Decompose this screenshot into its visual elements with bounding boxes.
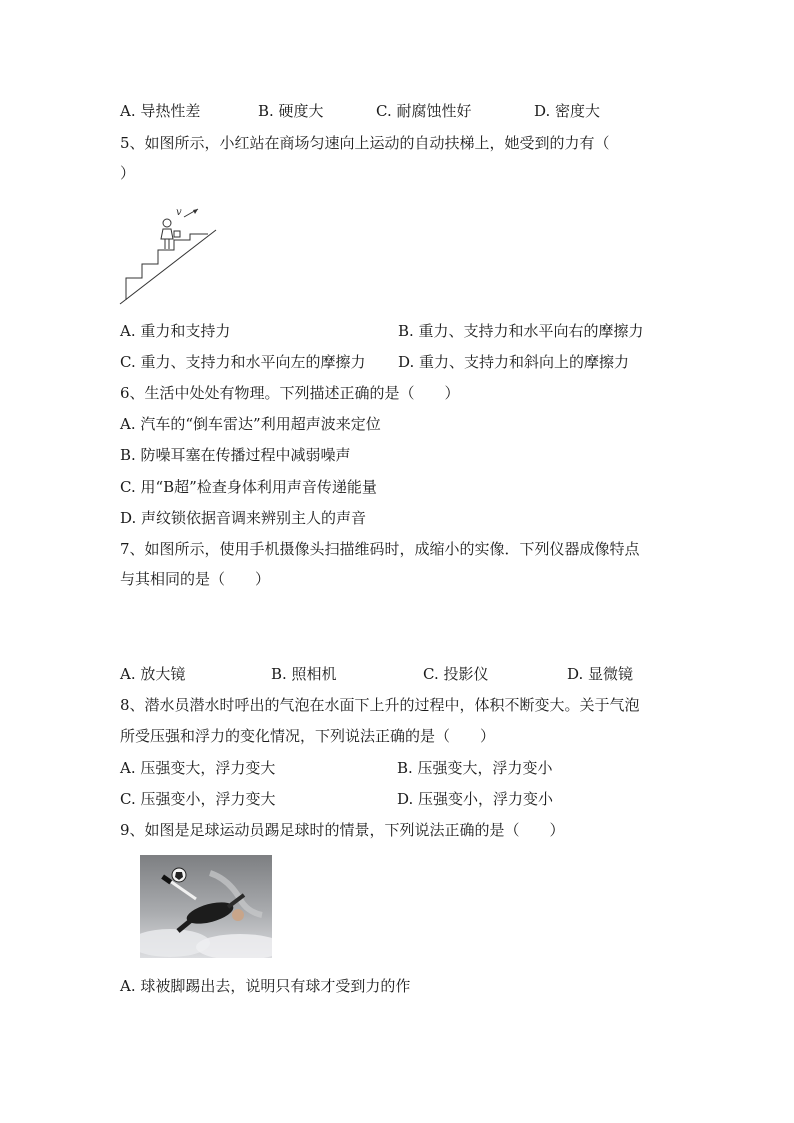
person-bag xyxy=(174,231,180,237)
q9-stem: 9、如图是足球运动员踢足球时的情景，下列说法正确的是（ ） xyxy=(120,821,565,839)
q4-option-d: D. 密度大 xyxy=(534,102,601,120)
q5-option-a: A. 重力和支持力 xyxy=(120,322,231,340)
q7-option-c: C. 投影仪 xyxy=(423,665,489,683)
q7-stem-line2: 与其相同的是（ ） xyxy=(120,570,271,588)
q8-option-b: B. 压强变大，浮力变小 xyxy=(397,759,553,777)
velocity-label: v xyxy=(176,207,182,218)
escalator-diagram xyxy=(118,200,220,306)
q8-option-a: A. 压强变大，浮力变大 xyxy=(120,759,276,777)
q7-option-d: D. 显微镜 xyxy=(567,665,634,683)
q9-option-a: A. 球被脚踢出去，说明只有球才受到力的作 xyxy=(120,977,411,995)
q5-option-d: D. 重力、支持力和斜向上的摩擦力 xyxy=(398,353,630,371)
q7-option-b: B. 照相机 xyxy=(271,665,337,683)
q7-option-a: A. 放大镜 xyxy=(120,665,186,683)
velocity-arrow-head xyxy=(193,209,198,214)
q5-stem-line2: ） xyxy=(120,164,136,182)
q8-option-d: D. 压强变小，浮力变小 xyxy=(397,790,554,808)
q6-option-b: B. 防噪耳塞在传播过程中减弱噪声 xyxy=(120,446,351,464)
q4-option-a: A. 导热性差 xyxy=(120,102,201,120)
q6-option-c: C. 用“B超”检查身体利用声音传递能量 xyxy=(120,478,377,496)
q5-option-c: C. 重力、支持力和水平向左的摩擦力 xyxy=(120,353,366,371)
player-head xyxy=(232,909,244,921)
q7-stem-line1: 7、如图所示，使用手机摄像头扫描维码时，成缩小的实像．下列仪器成像特点 xyxy=(120,540,640,558)
escalator-incline xyxy=(120,230,216,304)
person-body xyxy=(161,229,173,239)
person-head xyxy=(163,219,171,227)
q6-stem: 6、生活中处处有物理。下列描述正确的是（ ） xyxy=(120,384,460,402)
soccer-photo-illustration xyxy=(140,855,272,958)
q5-option-b: B. 重力、支持力和水平向右的摩擦力 xyxy=(398,322,644,340)
q6-option-d: D. 声纹锁依据音调来辨别主人的声音 xyxy=(120,509,367,527)
q8-option-c: C. 压强变小，浮力变大 xyxy=(120,790,276,808)
q4-option-b: B. 硬度大 xyxy=(258,102,324,120)
escalator-figure xyxy=(118,200,220,306)
q5-stem-line1: 5、如图所示，小红站在商场匀速向上运动的自动扶梯上，她受到的力有（ xyxy=(120,134,610,152)
q8-stem-line2: 所受压强和浮力的变化情况，下列说法正确的是（ ） xyxy=(120,727,496,745)
q6-option-a: A. 汽车的“倒车雷达”利用超声波来定位 xyxy=(120,415,381,433)
q4-option-c: C. 耐腐蚀性好 xyxy=(376,102,472,120)
q8-stem-line1: 8、潜水员潜水时呼出的气泡在水面下上升的过程中，体积不断变大。关于气泡 xyxy=(120,696,640,714)
soccer-player-photo xyxy=(140,855,272,958)
